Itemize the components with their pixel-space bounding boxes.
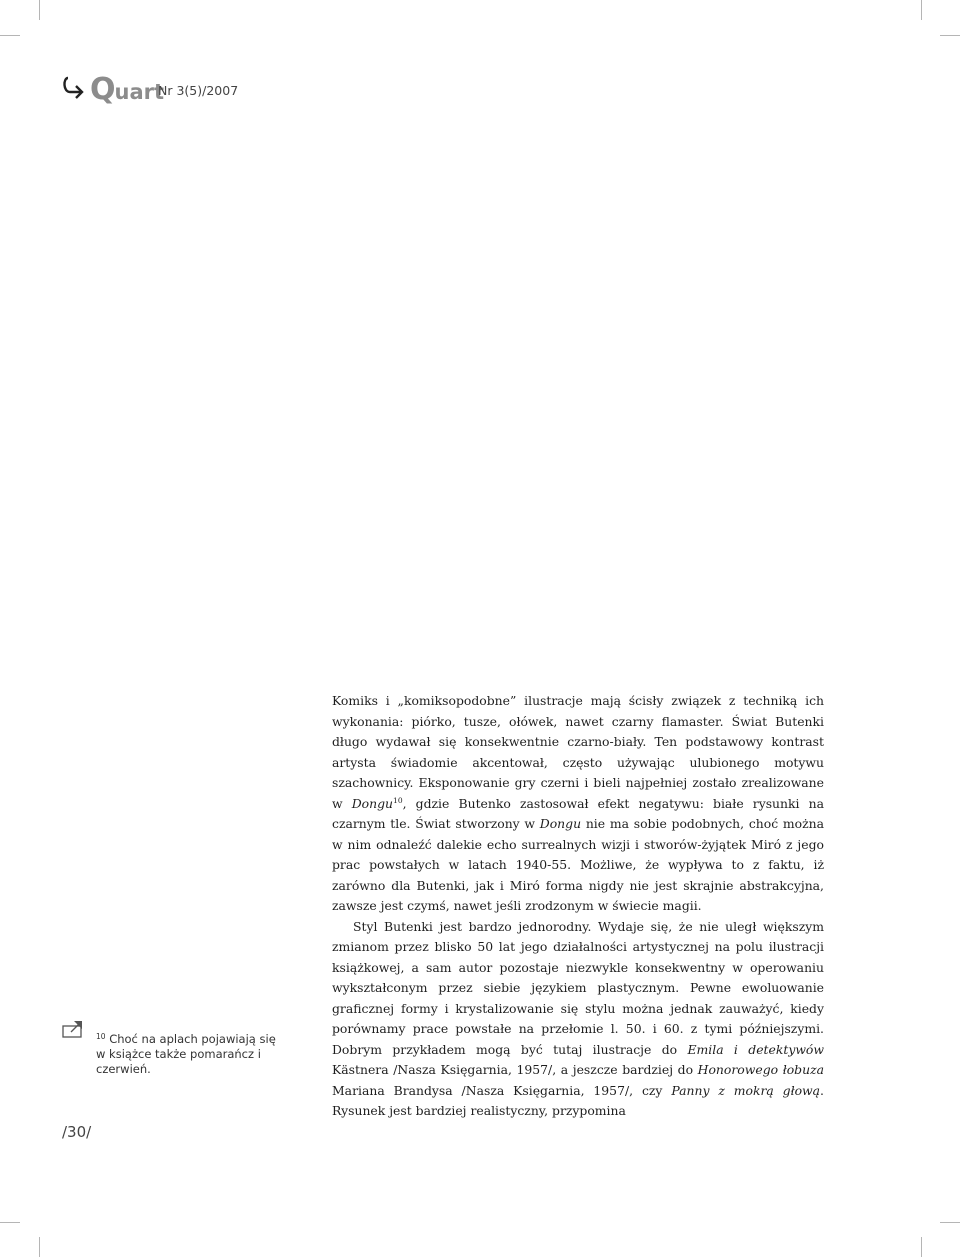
book-title: Panny z mokrą głową [671, 1082, 821, 1098]
page-number: /30/ [62, 1123, 92, 1141]
footnote [96, 1029, 316, 1077]
quart-logo: Quart [90, 72, 165, 107]
footnote-icon [62, 1020, 84, 1038]
footnote-text-line2: w książce także pomarańcz i czerwień. [96, 1047, 261, 1076]
crop-mark [39, 0, 40, 20]
article-body [332, 691, 824, 1122]
issue-number: Nr 3(5)/2007 [158, 83, 239, 98]
crop-mark [940, 1222, 960, 1223]
crop-mark [0, 1222, 20, 1223]
crop-mark [921, 1237, 922, 1257]
footnote-marker: 10 [96, 1032, 106, 1041]
paragraph: Styl Butenki jest bardzo jednorodny. Wydaje się, że nie uległ większym zmianom przez blisko 50 lat jego działalności artystycznej na polu ilustracji książkowej, a sam autor pozostaje niezwykle konsekwentny w operowaniu wykształconym przez siebie językiem plastycznym. Pewne ewoluowanie graficznej formy i krystalizowanie się stylu można jednak zauważyć, kiedy porównamy prace powstałe na przełomie l. 50. i 60. z tymi późniejszymi. Dobrym przykładem mogą być tutaj ilustracje do Emila i detektywów Kästnera /Nasza Księgarnia, 1957/, a jeszcze bardziej do Honorowego łobuza Mariana Brandysa /Nasza Księgarnia, 1957/, czy Panny z mokrą głową. Rysunek jest bardziej realistyczny, przypomina [332, 918, 824, 1118]
footnote-text-line1: Choć na aplach pojawiają się [109, 1032, 276, 1046]
book-title: Honorowego łobuza [697, 1062, 824, 1077]
crop-mark [39, 1237, 40, 1257]
title-dongu: Dongu [539, 816, 582, 831]
book-title: Emila i detektywów [687, 1041, 824, 1057]
footnote-reference: 10 [393, 795, 403, 805]
paragraph: Komiks i „komiksopodobne” ilustracje mają ścisły związek z techniką ich wykonania: piórko, tusze, ołówek, nawet czarny flamaster. Świat Butenki długo wydawał się konsekwentnie czarno-biały. Ten podstawowy kontrast artysta świadomie akcentował, często używając ulubionego motywu szachownicy. Eksponowanie gry czerni i bieli najpełniej zostało zrealizowane w Dongu$^{10}$, gdzie Butenko zastosował efekt negatywu: białe rysunki na czarnym tle. Świat stworzony w Dongu nie ma sobie podobnych, choć można w nim odnaleźć dalekie echo surrealnych wizji i stworów-żyjątek Miró z jego prac powstałych w latach 1940-55. Możliwe, że wypływa to z faktu, iż zarówno dla Butenki, jak i Miró forma nigdy nie jest skrajnie abstrakcyjna, zawsze jest czymś, nawet jeśli zrodzonym w świecie magii. [332, 693, 824, 913]
crop-mark [921, 0, 922, 20]
crop-mark [940, 35, 960, 36]
title-dongu: Dongu [351, 795, 394, 811]
hook-arrow-icon [62, 76, 86, 100]
crop-mark [0, 35, 20, 36]
